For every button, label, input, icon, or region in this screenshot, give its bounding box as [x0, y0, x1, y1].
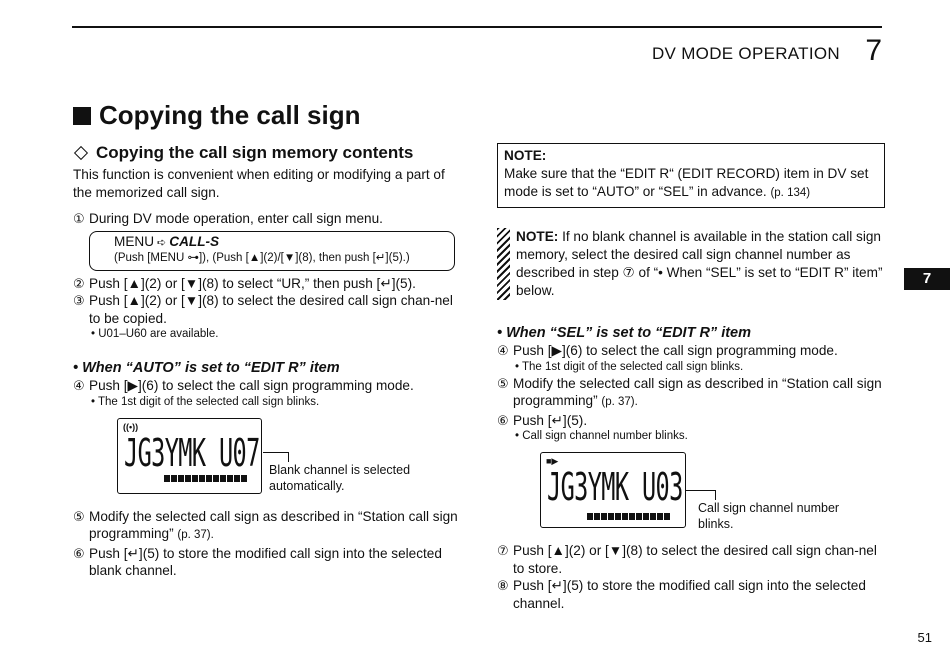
left-column — [73, 143, 463, 580]
chapter-title: DV MODE OPERATION — [651, 44, 840, 63]
step-4-sel-note: • The 1st digit of the selected call sign blinks. — [515, 360, 744, 373]
menu-path-box — [89, 231, 455, 271]
note-no-blank-channel: NOTE: If no blank channel is available in the station call sign memory, select the desired call sign channel number as described in step ⑦ of “• When “SEL” is set to “EDIT R” item” below. — [497, 228, 885, 300]
diamond-icon — [74, 146, 88, 160]
lcd-call-sign-2: JG3YMK U03 — [547, 465, 683, 509]
step-5-auto: ⑤ Modify the selected call sign as described in “Station call sign programming” (p. 37). — [73, 508, 458, 541]
step-7-sel: ⑦ Push [▲](2) or [▼](8) to select the desired call sign chan-nel to store. — [497, 543, 877, 576]
note-box-edit-record: NOTE: Make sure that the “EDIT R“ (EDIT RECORD) item in DV set mode is set to “AUTO” or “SEL” in advance. (p. 134) — [497, 143, 885, 208]
arrow-icon: ➪ — [157, 236, 167, 249]
auto-heading: • When “AUTO” is set to “EDIT R” item — [73, 360, 340, 376]
lcd-display-1 — [117, 418, 262, 494]
black-square-icon — [73, 107, 91, 125]
step-4-auto: ④ Push [▶](6) to select the call sign programming mode. — [73, 378, 414, 393]
signal-icon: ((•)) — [123, 421, 139, 432]
section-title — [73, 100, 360, 131]
hatch-bar-icon — [497, 228, 510, 300]
signal-icon: ■▶ — [546, 456, 559, 466]
step-6-auto: ⑥ Push [↵](5) to store the modified call sign into the selected blank channel. — [73, 545, 442, 578]
step-6-sel-note: • Call sign channel number blinks. — [515, 430, 688, 442]
page-number: 51 — [917, 630, 932, 645]
menu-path: MENU ➪ CALL-S — [114, 233, 220, 249]
step-4-sel: ④ Push [▶](6) to select the call sign programming mode. — [497, 343, 838, 358]
header-rule — [72, 26, 882, 28]
lcd-figure-1 — [73, 418, 463, 508]
step-3: ③ Push [▲](2) or [▼](8) to select the desired call sign chan-nel to be copied. — [73, 293, 453, 326]
subsection-heading: Copying the call sign memory contents — [73, 143, 463, 163]
menu-push-instructions: (Push [MENU ⊶]), (Push [▲](2)/[▼](8), then push [↵](5).) — [114, 251, 410, 264]
section-title-text: Copying the call sign — [99, 100, 361, 130]
callout-line-2 — [686, 490, 716, 491]
step-6-sel: ⑥ Push [↵](5). — [497, 412, 588, 428]
callout-channel-blinks: Call sign channel number blinks. — [698, 501, 840, 531]
step-5-sel: ⑤ Modify the selected call sign as described in “Station call sign programming” (p. 37). — [497, 375, 882, 408]
sel-heading: • When “SEL” is set to “EDIT R” item — [497, 325, 752, 341]
chapter-number: 7 — [865, 34, 882, 67]
step-1: ① During DV mode operation, enter call sign menu. — [73, 211, 383, 226]
step-2: ② Push [▲](2) or [▼](8) to select “UR,” then push [↵](5). — [73, 275, 416, 291]
lcd-figure-2 — [497, 452, 885, 542]
callout-line-1 — [263, 452, 289, 453]
lcd-channel-bar-2 — [587, 513, 670, 520]
intro-paragraph: This function is convenient when editing or modifying a part of the memorized call sign. — [73, 167, 445, 200]
side-chapter-tab: 7 — [904, 268, 950, 290]
callout-line-2-down — [715, 490, 716, 500]
callout-line-1-down — [288, 452, 289, 462]
lcd-display-2 — [540, 452, 686, 528]
lcd-channel-bar-1 — [164, 475, 247, 482]
right-column — [497, 143, 885, 612]
callout-blank-channel: Blank channel is selected automatically. — [269, 462, 411, 493]
step-3-note: • U01–U60 are available. — [91, 328, 219, 340]
lcd-call-sign-1: JG3YMK U07 — [124, 430, 260, 475]
step-4-auto-note: • The 1st digit of the selected call sign blinks. — [91, 395, 320, 408]
step-8-sel: ⑧ Push [↵](5) to store the modified call sign into the selected channel. — [497, 578, 866, 611]
